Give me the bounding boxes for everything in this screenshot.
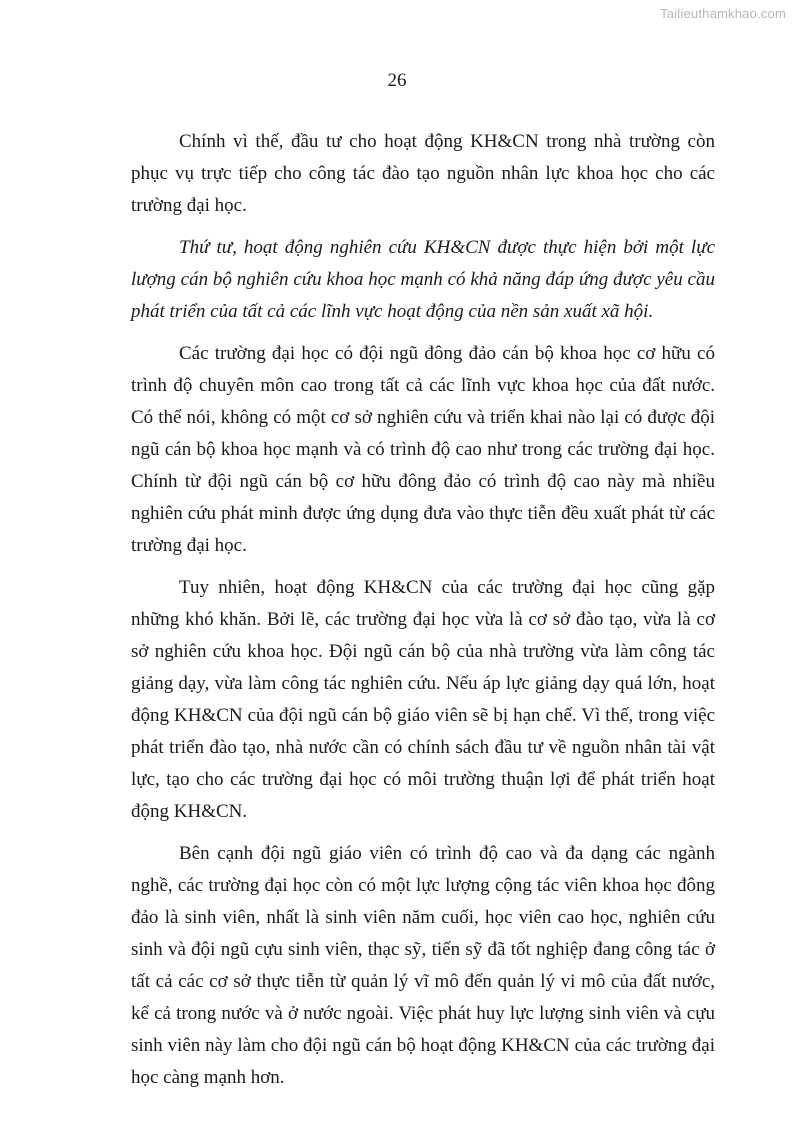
watermark-text: Tailieuthamkhao.com: [660, 6, 786, 21]
paragraph-5: Bên cạnh đội ngũ giáo viên có trình độ cao và đa dạng các ngành nghề, các trường đại học còn có một lực lượng cộng tác viên khoa học đông đảo là sinh viên, nhất là sinh viên năm cuối, học viên cao học, nghiên cứu sinh và đội ngũ cựu sinh viên, thạc sỹ, tiến sỹ đã tốt nghiệp đang công tác ở tất cả các cơ sở thực tiễn từ quản lý vĩ mô đến quản lý vi mô của đất nước, kể cả trong nước và ở nước ngoài. Việc phát huy lực lượng sinh viên và cựu sinh viên này làm cho đội ngũ cán bộ hoạt động KH&CN của các trường đại học càng mạnh hơn.: [131, 843, 715, 1088]
paragraph-1: Chính vì thế, đầu tư cho hoạt động KH&CN trong nhà trường còn phục vụ trực tiếp cho công tác đào tạo nguồn nhân lực khoa học cho các trường đại học.: [131, 131, 715, 216]
paragraph-3: Các trường đại học có đội ngũ đông đảo cán bộ khoa học cơ hữu có trình độ chuyên môn cao trong tất cả các lĩnh vực khoa học của đất nước. Có thể nói, không có một cơ sở nghiên cứu và triển khai nào lại có được đội ngũ cán bộ khoa học mạnh và có trình độ cao như trong các trường đại học. Chính từ đội ngũ cán bộ cơ hữu đông đảo có trình độ cao này mà nhiều nghiên cứu phát minh được ứng dụng đưa vào thực tiễn đều xuất phát từ các trường đại học.: [131, 343, 715, 556]
page-number: 26: [387, 70, 407, 91]
paragraph-4: Tuy nhiên, hoạt động KH&CN của các trường đại học cũng gặp những khó khăn. Bởi lẽ, các trường đại học vừa là cơ sở đào tạo, vừa là cơ sở nghiên cứu khoa học. Đội ngũ cán bộ của nhà trường vừa làm công tác giảng dạy, vừa làm công tác nghiên cứu. Nếu áp lực giảng dạy quá lớn, hoạt động KH&CN của đội ngũ cán bộ giáo viên sẽ bị hạn chế. Vì thế, trong việc phát triển đào tạo, nhà nước cần có chính sách đầu tư về nguồn nhân tài vật lực, tạo cho các trường đại học có môi trường thuận lợi để phát triển hoạt động KH&CN.: [131, 577, 715, 822]
document-body: [131, 126, 715, 1094]
paragraph-2-italic: Thứ tư, hoạt động nghiên cứu KH&CN được thực hiện bởi một lực lượng cán bộ nghiên cứu khoa học mạnh có khả năng đáp ứng được yêu cầu phát triển của tất cả các lĩnh vực hoạt động của nền sản xuất xã hội.: [131, 237, 715, 322]
